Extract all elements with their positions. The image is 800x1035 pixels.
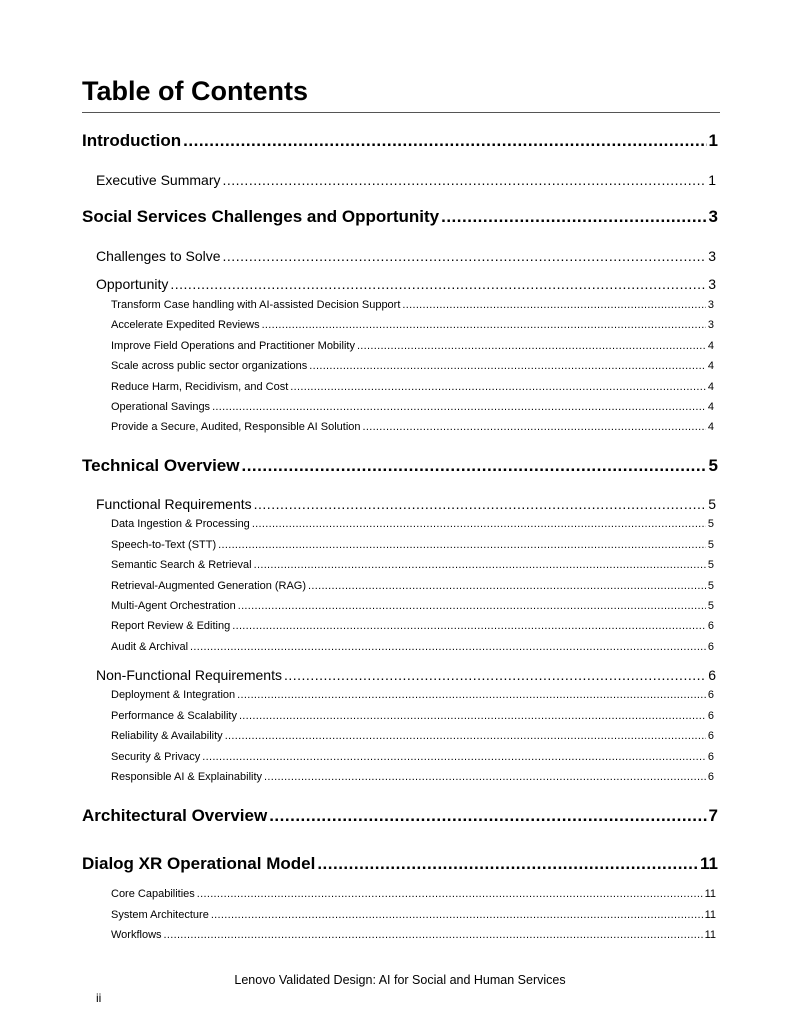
toc-entry-page: 5: [707, 600, 714, 612]
dot-leader: [237, 689, 706, 701]
toc-entry-label: Operational Savings: [111, 401, 211, 413]
toc-entry-page: 3: [708, 276, 716, 292]
toc-entry-page: 4: [707, 401, 714, 413]
toc-entry-speech-to-text[interactable]: [111, 539, 714, 551]
toc-entry-label: Functional Requirements: [96, 496, 252, 512]
toc-entry-label: Scale across public sector organizations: [111, 360, 308, 372]
toc-entry-workflows[interactable]: [111, 929, 716, 941]
toc-entry-secure-responsible-ai[interactable]: [111, 421, 714, 433]
toc-entry-challenges-to-solve[interactable]: [96, 248, 716, 264]
toc-entry-label: Opportunity: [96, 276, 169, 292]
toc-entry-page: 3: [708, 207, 718, 226]
dot-leader: [308, 580, 706, 592]
page-title: Table of Contents: [82, 76, 308, 106]
title-divider: [82, 112, 720, 113]
toc-entry-page: 5: [708, 496, 716, 512]
toc-entry-label: Responsible AI & Explainability: [111, 771, 263, 783]
dot-leader: [223, 248, 707, 264]
toc-entry-label: Executive Summary: [96, 172, 221, 188]
toc-entry-page: 11: [704, 929, 716, 941]
toc-entry-page: 6: [707, 771, 714, 783]
toc-entry-dialog-xr-operational-model[interactable]: [82, 854, 718, 874]
toc-entry-operational-savings[interactable]: [111, 401, 714, 413]
toc-entry-page: 4: [707, 340, 714, 352]
toc-entry-semantic-search[interactable]: [111, 559, 714, 571]
toc-entry-page: 6: [708, 667, 716, 683]
dot-leader: [309, 360, 706, 372]
toc-entry-label: Improve Field Operations and Practitioner Mobility: [111, 340, 355, 352]
toc-entry-label: Multi-Agent Orchestration: [111, 600, 236, 612]
toc-entry-page: 3: [707, 319, 714, 331]
toc-entry-report-review[interactable]: [111, 620, 714, 632]
toc-entry-page: 6: [707, 751, 714, 763]
dot-leader: [254, 559, 706, 571]
toc-entry-page: 6: [707, 689, 714, 701]
dot-leader: [241, 456, 706, 476]
footer-page-number: ii: [96, 991, 102, 1005]
toc-entry-page: 5: [707, 580, 714, 592]
toc-entry-introduction[interactable]: [82, 131, 718, 151]
toc-entry-page: 4: [707, 381, 714, 393]
toc-entry-reliability-availability[interactable]: [111, 730, 714, 742]
dot-leader: [254, 496, 707, 512]
dot-leader: [232, 620, 706, 632]
toc-entry-page: 11: [704, 909, 716, 921]
toc-entry-label: Introduction: [82, 131, 182, 150]
toc-entry-label: Accelerate Expedited Reviews: [111, 319, 260, 331]
dot-leader: [284, 667, 706, 683]
toc-entry-label: Performance & Scalability: [111, 710, 237, 722]
toc-entry-page: 5: [707, 559, 714, 571]
dot-leader: [363, 421, 706, 433]
dot-leader: [190, 641, 706, 653]
toc-entry-label: System Architecture: [111, 909, 209, 921]
dot-leader: [238, 600, 706, 612]
toc-entry-label: Architectural Overview: [82, 806, 268, 825]
toc-entry-label: Audit & Archival: [111, 641, 189, 653]
toc-entry-page: 5: [707, 539, 714, 551]
toc-entry-responsible-ai-explainability[interactable]: [111, 771, 714, 783]
toc-entry-page: 3: [708, 248, 716, 264]
toc-entry-page: 11: [704, 888, 716, 900]
toc-entry-improve-field-operations[interactable]: [111, 340, 714, 352]
toc-entry-label: Provide a Secure, Audited, Responsible AI Solution: [111, 421, 361, 433]
dot-leader: [183, 131, 706, 151]
toc-entry-label: Speech-to-Text (STT): [111, 539, 217, 551]
toc-entry-page: 4: [707, 360, 714, 372]
toc-entry-page: 4: [707, 421, 714, 433]
toc-entry-label: Dialog XR Operational Model: [82, 854, 316, 873]
toc-entry-label: Reliability & Availability: [111, 730, 223, 742]
toc-entry-label: Core Capabilities: [111, 888, 195, 900]
dot-leader: [202, 751, 706, 763]
toc-entry-label: Workflows: [111, 929, 162, 941]
toc-entry-executive-summary[interactable]: [96, 172, 716, 188]
dot-leader: [262, 319, 706, 331]
toc-entry-architectural-overview[interactable]: [82, 806, 718, 826]
toc-entry-label: Retrieval-Augmented Generation (RAG): [111, 580, 307, 592]
dot-leader: [225, 730, 706, 742]
toc-entry-label: Transform Case handling with AI-assisted Decision Support: [111, 299, 401, 311]
toc-entry-security-privacy[interactable]: [111, 751, 714, 763]
toc-entry-page: 1: [708, 172, 716, 188]
dot-leader: [317, 854, 698, 874]
toc-entry-transform-case-handling[interactable]: [111, 299, 714, 311]
dot-leader: [170, 276, 706, 292]
toc-entry-page: 6: [707, 730, 714, 742]
toc-entry-page: 3: [707, 299, 714, 311]
toc-entry-page: 5: [707, 518, 714, 530]
toc-entry-label: Reduce Harm, Recidivism, and Cost: [111, 381, 289, 393]
toc-entry-label: Social Services Challenges and Opportunity: [82, 207, 440, 226]
toc-entry-page: 7: [708, 806, 718, 825]
toc-entry-technical-overview[interactable]: [82, 456, 718, 476]
dot-leader: [290, 381, 706, 393]
toc-entry-audit-archival[interactable]: [111, 641, 714, 653]
toc-entry-page: 6: [707, 620, 714, 632]
toc-entry-performance-scalability[interactable]: [111, 710, 714, 722]
toc-entry-label: Security & Privacy: [111, 751, 201, 763]
toc-entry-scale-across-public-sector[interactable]: [111, 360, 714, 372]
toc-entry-label: Technical Overview: [82, 456, 240, 475]
toc-entry-data-ingestion[interactable]: [111, 518, 714, 530]
dot-leader: [402, 299, 705, 311]
dot-leader: [252, 518, 706, 530]
toc-entry-non-functional-requirements[interactable]: [96, 667, 716, 683]
toc-entry-label: Report Review & Editing: [111, 620, 231, 632]
dot-leader: [441, 207, 706, 227]
toc-entry-accelerate-expedited-reviews[interactable]: [111, 319, 714, 331]
toc-entry-page: 5: [708, 456, 718, 475]
dot-leader: [164, 929, 703, 941]
dot-leader: [218, 539, 706, 551]
dot-leader: [222, 172, 706, 188]
dot-leader: [269, 806, 706, 826]
toc-entry-label: Semantic Search & Retrieval: [111, 559, 252, 571]
toc-entry-label: Non-Functional Requirements: [96, 667, 282, 683]
toc-entry-system-architecture[interactable]: [111, 909, 716, 921]
dot-leader: [212, 401, 706, 413]
toc-entry-reduce-harm[interactable]: [111, 381, 714, 393]
toc-entry-page: 1: [708, 131, 718, 150]
toc-entry-label: Data Ingestion & Processing: [111, 518, 250, 530]
dot-leader: [211, 909, 703, 921]
toc-entry-label: Deployment & Integration: [111, 689, 236, 701]
toc-entry-rag[interactable]: [111, 580, 714, 592]
toc-entry-social-services-challenges[interactable]: [82, 207, 718, 227]
dot-leader: [264, 771, 706, 783]
dot-leader: [239, 710, 706, 722]
dot-leader: [197, 888, 703, 900]
toc-entry-page: 11: [700, 854, 718, 873]
toc-entry-page: 6: [707, 710, 714, 722]
footer-text: Lenovo Validated Design: AI for Social and Human Services: [234, 973, 566, 987]
toc-entry-page: 6: [707, 641, 714, 653]
toc-entry-core-capabilities[interactable]: [111, 888, 716, 900]
toc-entry-opportunity[interactable]: [96, 276, 716, 292]
toc-entry-deployment-integration[interactable]: [111, 689, 714, 701]
dot-leader: [357, 340, 706, 352]
toc-entry-functional-requirements[interactable]: [96, 496, 716, 512]
toc-entry-label: Challenges to Solve: [96, 248, 221, 264]
toc-entry-multi-agent-orchestration[interactable]: [111, 600, 714, 612]
